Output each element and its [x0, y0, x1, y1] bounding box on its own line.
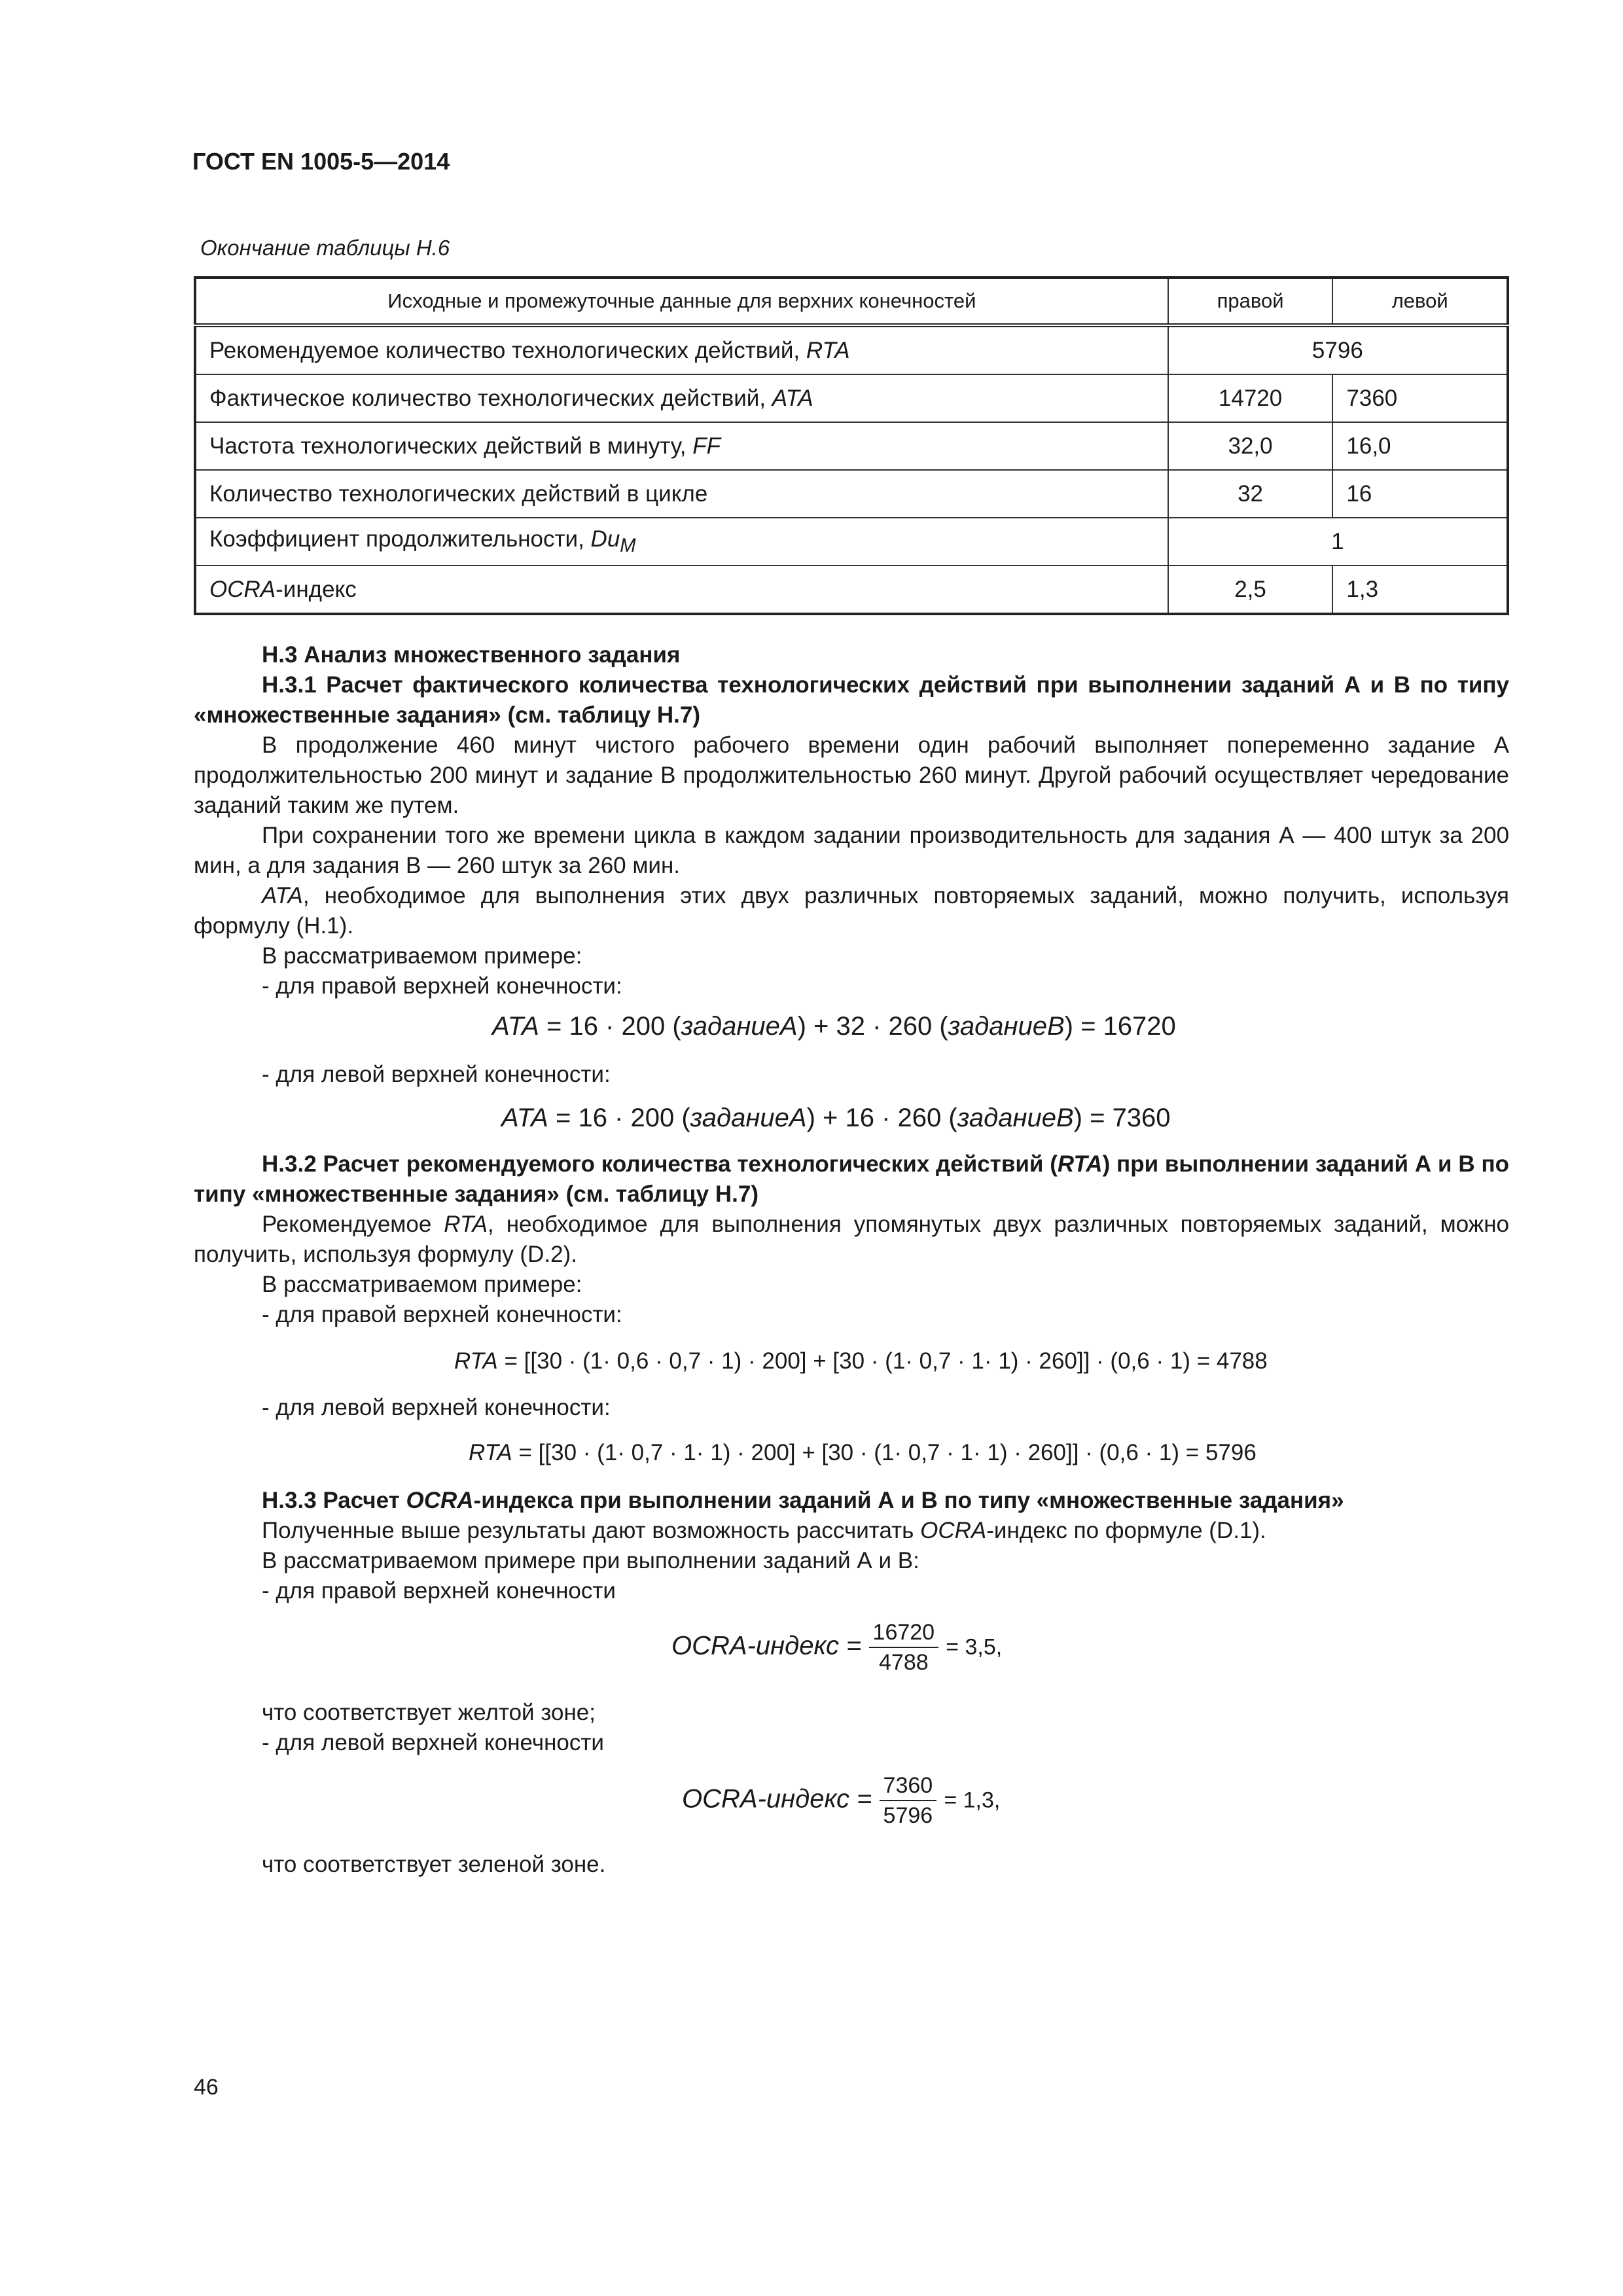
formula-ata-right: ATA = 16 · 200 (заданиеA) + 32 · 260 (заданиеB) = 16720: [492, 1012, 1176, 1041]
subsection-title: Н.3.3 Расчет OCRA-индекса при выполнении заданий А и В по типу «множественные задания»: [262, 1488, 1344, 1513]
paragraph: что соответствует желтой зоне;: [262, 1700, 596, 1725]
list-item: - для левой верхней конечности: [262, 1730, 604, 1755]
subsection-title: Н.3.1 Расчет фактического количества технологических действий при выполнении заданий А и В по типу «множественные задания» (см. таблицу Н.7): [194, 672, 1509, 728]
paragraph: В рассматриваемом примере:: [262, 943, 582, 969]
row-label: Рекомендуемое количество технологических действий, RTA: [195, 325, 1168, 374]
column-header: правой: [1168, 278, 1333, 325]
left-value: 7360: [1332, 374, 1508, 422]
right-value: 32: [1168, 470, 1333, 518]
list-item: - для правой верхней конечности:: [262, 1302, 622, 1327]
right-value: 32,0: [1168, 422, 1333, 470]
section-title: Н.3 Анализ множественного задания: [262, 642, 681, 668]
formula-rta-left: RTA = [[30 · (1· 0,7 · 1· 1) · 200] + [30 · (1· 0,7 · 1· 1) · 260]] · (0,6 · 1) = 5796: [469, 1440, 1257, 1465]
section-h33-block: [194, 1486, 1509, 1606]
page-number: 46: [194, 2075, 219, 2100]
list-item: - для левой верхней конечности:: [262, 1062, 611, 1087]
fraction: $\frac{16720}{4788}$: [869, 1618, 939, 1677]
table-row: [195, 325, 1508, 374]
right-value: 14720: [1168, 374, 1333, 422]
paragraph: В рассматриваемом примере при выполнении заданий А и В:: [262, 1548, 919, 1573]
right-value: 2,5: [1168, 565, 1333, 614]
merged-value: 5796: [1168, 325, 1508, 374]
list-item: - для левой верхней конечности:: [262, 1395, 611, 1420]
left-value: 16,0: [1332, 422, 1508, 470]
data-table: [194, 276, 1509, 615]
section-h3-block: [194, 640, 1509, 1001]
formula-rta-right: RTA = [[30 · (1· 0,6 · 0,7 · 1) · 200] + [30 · (1· 0,7 · 1· 1) · 260]] · (0,6 · 1) = 4788: [454, 1348, 1268, 1374]
table-row: [195, 422, 1508, 470]
fraction: $\frac{7360}{5796}$: [880, 1771, 937, 1830]
formula-ocra-left: OCRA-индекс = $\frac{7360}{5796}$ = 1,3,: [682, 1771, 1000, 1830]
column-header: Исходные и промежуточные данные для верхних конечностей: [195, 278, 1168, 325]
merged-value: 1: [1168, 518, 1508, 565]
row-label: OCRA-индекс: [195, 565, 1168, 614]
paragraph: При сохранении того же времени цикла в каждом задании производительность для задания А — 400 штук за 200 мин, а для задания В — 260 штук за 260 мин.: [194, 823, 1509, 878]
table-row: [195, 374, 1508, 422]
table-continuation-caption: Окончание таблицы Н.6: [200, 236, 450, 260]
table-row: [195, 518, 1508, 565]
paragraph: ATA, необходимое для выполнения этих двух различных повторяемых заданий, можно получить, используя формулу (Н.1).: [194, 883, 1509, 939]
left-value: 16: [1332, 470, 1508, 518]
row-label: Фактическое количество технологических действий, ATA: [195, 374, 1168, 422]
list-item: - для правой верхней конечности:: [262, 973, 622, 999]
formula-ata-left: ATA = 16 · 200 (заданиеA) + 16 · 260 (заданиеB) = 7360: [501, 1103, 1171, 1132]
subsection-title: Н.3.2 Расчет рекомендуемого количества технологических действий (RTA) при выполнении заданий А и В по типу «множественные задания» (см. таблицу Н.7): [194, 1151, 1509, 1207]
row-label: Количество технологических действий в цикле: [195, 470, 1168, 518]
section-h32-block: [194, 1149, 1509, 1330]
list-item: - для правой верхней конечности: [262, 1578, 616, 1604]
paragraph: что соответствует зеленой зоне.: [262, 1852, 606, 1877]
table-row: [195, 470, 1508, 518]
paragraph: В продолжение 460 минут чистого рабочего времени один рабочий выполняет попеременно задание А продолжительностью 200 минут и задание В продолжительностью 260 минут. Другой рабочий осуществляет чередование заданий таким же путем.: [194, 732, 1509, 818]
paragraph: Рекомендуемое RTA, необходимое для выполнения упомянутых двух различных повторяемых заданий, можно получить, используя формулу (D.2).: [194, 1211, 1509, 1267]
row-label: Частота технологических действий в минуту, FF: [195, 422, 1168, 470]
left-value: 1,3: [1332, 565, 1508, 614]
column-header: левой: [1332, 278, 1508, 325]
paragraph: Полученные выше результаты дают возможность рассчитать OCRA-индекс по формуле (D.1).: [262, 1518, 1266, 1543]
table-row: [195, 565, 1508, 614]
row-label: Коэффициент продолжительности, $Du_M$: [195, 518, 1168, 565]
paragraph: В рассматриваемом примере:: [262, 1272, 582, 1297]
table-header-row: [195, 278, 1508, 325]
document-header: ГОСТ EN 1005-5—2014: [192, 148, 450, 175]
formula-ocra-right: OCRA-индекс = $\frac{16720}{4788}$ = 3,5,: [671, 1618, 1002, 1677]
